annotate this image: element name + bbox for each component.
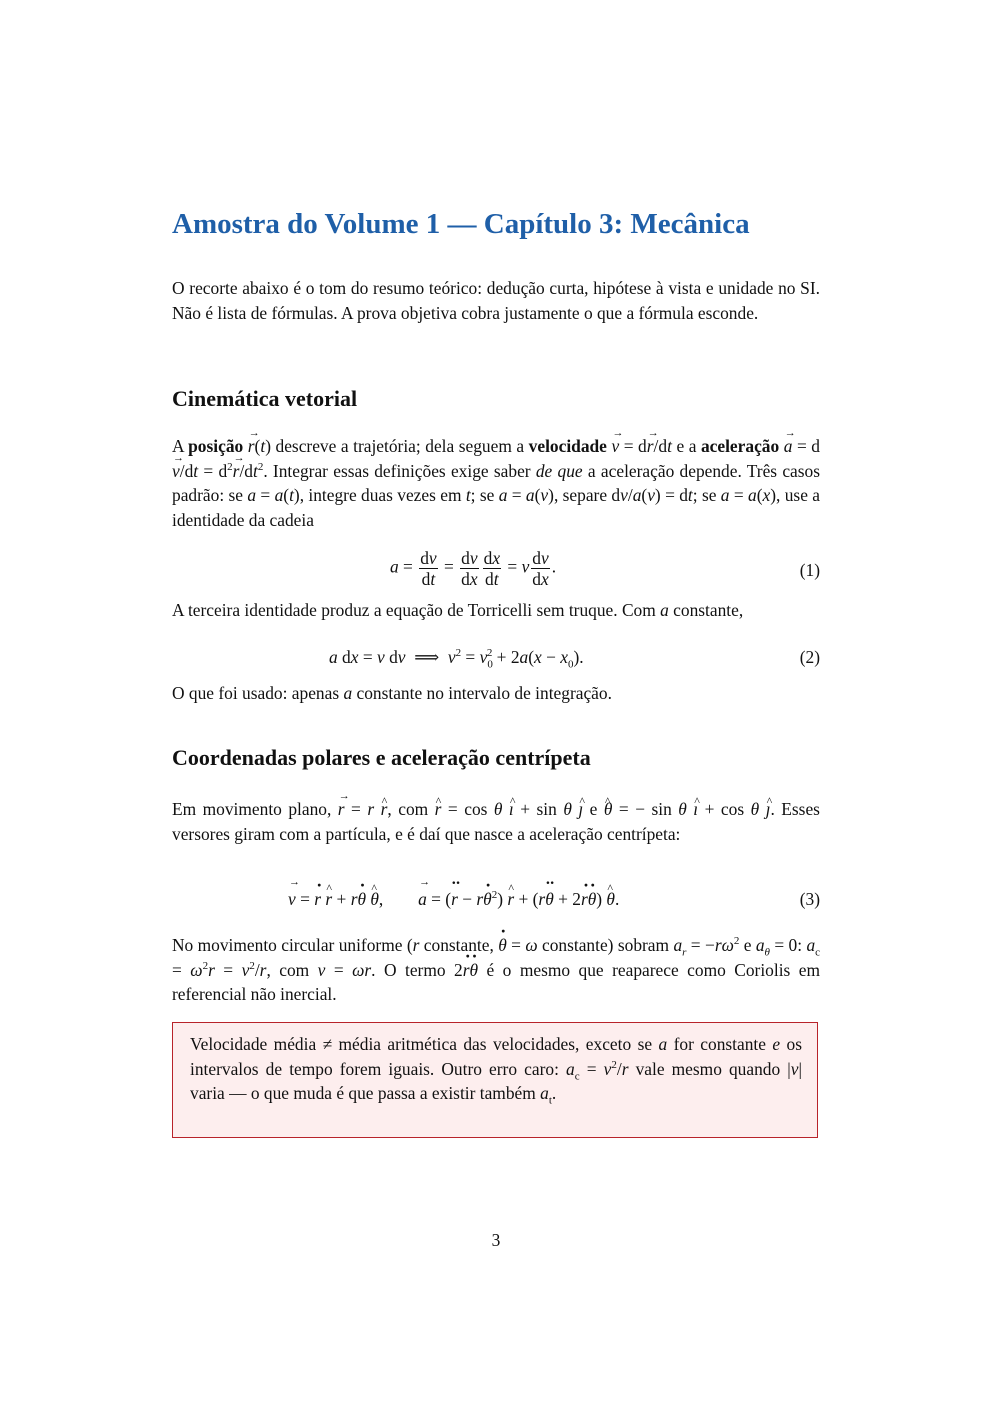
equation-number: (3): [799, 889, 820, 909]
equation-number: (1): [799, 560, 820, 580]
equation-3: → v = · r ^ r + r· θ ^ θ, → a = (·· $r - r\cdot \theta^2$) ^ r + (r·· θ + 2· r· θ) ^ θ. (3): [172, 889, 820, 929]
chapter-title: Amostra do Volume 1 — Capítulo 3: Mecânica: [172, 208, 750, 240]
kinematics-paragraph: A posição → r(t) descreve a trajetória; dela seguem a velocidade → v = d→ r/dt e a aceleração → $a = d\to v/dt = d^2\to r/dt^2$. Integrar essas definições exige saber de que a aceleração depende. Três casos padrão: se a = a(t), integre duas vezes em t; se a = a(v), separe dv/a(v) = dt; se a = a(x), use a identidade da cadeia: [172, 434, 820, 532]
equation-1: a = $\frac{dv}{dt}$ = $\frac{dv}{dx}$ $\frac{dx}{dt}$ = v $\frac{dv}{dx}$ . (1): [390, 548, 820, 589]
polar-paragraph: Em movimento plano, → r = r ^ r, com ^ r = cos θ ^ ı + sin θ ^ ȷ e ^ θ = − sin θ ^ ı + cos θ ^ ȷ. Esses versores giram com a partícula, e é daí que nasce a aceleração centrípeta:: [172, 797, 820, 846]
section-heading-kinematics: Cinemática vetorial: [172, 386, 358, 411]
intro-paragraph: O recorte abaixo é o tom do resumo teórico: dedução curta, hipótese à vista e unidade no SI. Não é lista de fórmulas. A prova objetiva cobra justamente o que a fórmula esconde.: [172, 278, 820, 323]
torricelli-paragraph: A terceira identidade produz a equação de Torricelli sem truque. Com a constante,: [172, 600, 744, 620]
page-number: 3: [491, 1230, 501, 1250]
assumption-paragraph: O que foi usado: apenas a constante no intervalo de integração.: [172, 683, 612, 703]
equation-number: (2): [799, 647, 820, 667]
equation-2: a dx = v dv ⟹ $v^2 = v_0^2 + 2a(x - x_0)$. (2): [329, 647, 820, 671]
circular-motion-paragraph: No movimento circular uniforme (r constante, · θ = ω constante) sobram $a_r = -r\omega^2$ e $a_\theta = 0$: $a_c = \omega^2r = v^2/r$, com v = ωr. O termo 2· r· θ é o mesmo que reaparece como Coriolis em referencial não inercial.: [172, 933, 820, 1007]
section-heading-polar: Coordenadas polares e aceleração centrípeta: [172, 745, 591, 770]
warning-box: [172, 1022, 818, 1138]
warning-text: Velocidade média ≠ média aritmética das velocidades, exceto se a for constante e os intervalos de tempo forem iguais. Outro erro caro: $a_c = v^2/r$ vale mesmo quando |v| varia — o que muda é que passa a existir também $a_t$.: [190, 1034, 802, 1107]
